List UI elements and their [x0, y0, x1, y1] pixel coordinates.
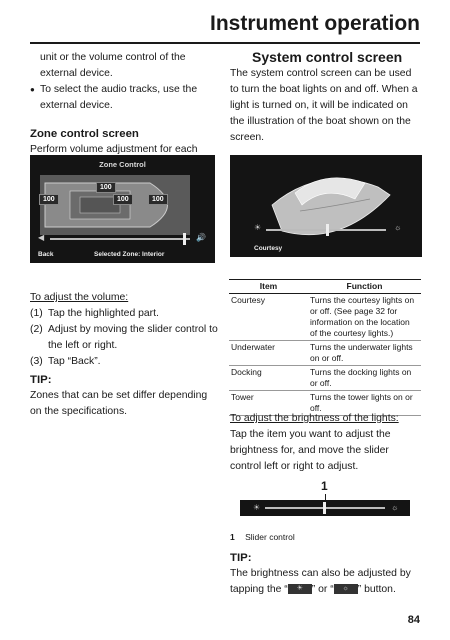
table-cell-function: Turns the courtesy lights on or off. (See page 32 for information on the location of the courtesy lights.)	[308, 294, 421, 341]
slider-caption	[230, 529, 422, 545]
zone-button[interactable]: 100	[113, 194, 133, 205]
step-number: (1)	[30, 308, 43, 319]
zone-heading: Zone control screen	[30, 128, 139, 140]
brightness-text: Tap the item you want to adjust the brightness for, and move the slider control left or right to adjust.	[230, 429, 391, 472]
brightness-block	[230, 411, 422, 475]
courtesy-button[interactable]: Courtesy	[254, 245, 283, 252]
step-item	[30, 354, 220, 370]
table-cell-function: Turns the underwater lights on or off.	[308, 341, 421, 366]
table-cell-function: Turns the docking lights on or off.	[308, 366, 421, 391]
tip-text-part: The brightness can also be adjusted by tapping the “	[230, 568, 411, 595]
brightness-up-icon[interactable]: ☼	[394, 223, 402, 232]
system-heading: System control screen	[252, 49, 403, 65]
zone-button[interactable]: 100	[148, 194, 168, 205]
brightness-heading: To adjust the brightness of the lights:	[230, 413, 399, 424]
system-text-block	[230, 66, 422, 146]
brightness-slider-knob[interactable]	[323, 502, 326, 514]
table-cell-item: Underwater	[229, 341, 308, 366]
step-item	[30, 322, 220, 354]
brightness-down-icon[interactable]: ☀	[254, 223, 262, 232]
header-rule	[30, 42, 420, 44]
brightness-down-icon[interactable]: ☀	[253, 503, 261, 512]
slider-control-image	[240, 500, 410, 516]
left-column-lower	[30, 290, 220, 420]
caption-text: Slider control	[245, 532, 295, 542]
table-row	[229, 294, 421, 341]
selected-zone-label: Selected Zone: Interior	[94, 251, 165, 258]
system-text: The system control screen can be used to turn the boat lights on and off. When a light is turned on, it will be indicated on the illustration of the boat shown on the screen.	[230, 68, 418, 143]
zone-text: Perform volume adjustment for each	[30, 144, 198, 155]
tip-text	[230, 566, 422, 598]
continued-text: unit or the volume control of the external device.	[40, 52, 186, 79]
tip-label: TIP:	[30, 374, 52, 386]
tip-text-part: ” button.	[357, 584, 396, 595]
function-table	[229, 279, 421, 416]
step-text: Tap the highlighted part.	[48, 308, 159, 319]
zone-button[interactable]: 100	[96, 182, 116, 193]
brightness-slider-knob[interactable]	[326, 224, 329, 236]
brightness-up-button-icon: ☼	[334, 584, 358, 594]
table-cell-item: Docking	[229, 366, 308, 391]
page-number: 84	[407, 614, 420, 626]
page-title: Instrument operation	[209, 12, 420, 35]
tip-label: TIP:	[230, 552, 252, 564]
zone-button[interactable]: 100	[39, 194, 59, 205]
callout-number: 1	[321, 479, 328, 493]
adjust-volume-heading: To adjust the volume:	[30, 292, 129, 303]
tip-text: Zones that can be set differ depending on the specifications.	[30, 390, 208, 417]
table-row	[229, 366, 421, 391]
bullet-item: ● To select the audio tracks, use the external device.	[30, 82, 220, 114]
volume-slider[interactable]	[50, 238, 190, 240]
system-control-screen	[230, 155, 422, 257]
volume-down-icon[interactable]: ◀	[38, 233, 45, 242]
step-number: (2)	[30, 324, 43, 335]
volume-slider-knob[interactable]	[183, 233, 186, 245]
caption-number: 1	[230, 532, 235, 542]
table-cell-function: Turns the tower lights on or off.	[308, 391, 421, 416]
step-item	[30, 306, 220, 322]
zone-control-screen	[30, 155, 215, 263]
step-number: (3)	[30, 356, 43, 367]
brightness-down-button-icon: ☀	[288, 584, 312, 594]
step-text: Tap “Back”.	[48, 356, 101, 367]
step-text: Adjust by moving the slider control to the left or right.	[48, 324, 218, 351]
brightness-up-icon[interactable]: ☼	[391, 503, 399, 512]
table-row	[229, 341, 421, 366]
table-cell-item: Courtesy	[229, 294, 308, 341]
back-button[interactable]: Back	[38, 251, 54, 258]
zone-screen-title: Zone Control	[99, 160, 146, 169]
boat-3d-image	[230, 155, 422, 257]
table-header: Function	[308, 280, 421, 294]
tip-text-part: ” or “	[311, 584, 334, 595]
volume-up-icon[interactable]: 🔊	[196, 233, 206, 242]
table-cell-item: Tower	[229, 391, 308, 416]
table-header: Item	[229, 280, 308, 294]
right-tip-block	[230, 550, 422, 598]
